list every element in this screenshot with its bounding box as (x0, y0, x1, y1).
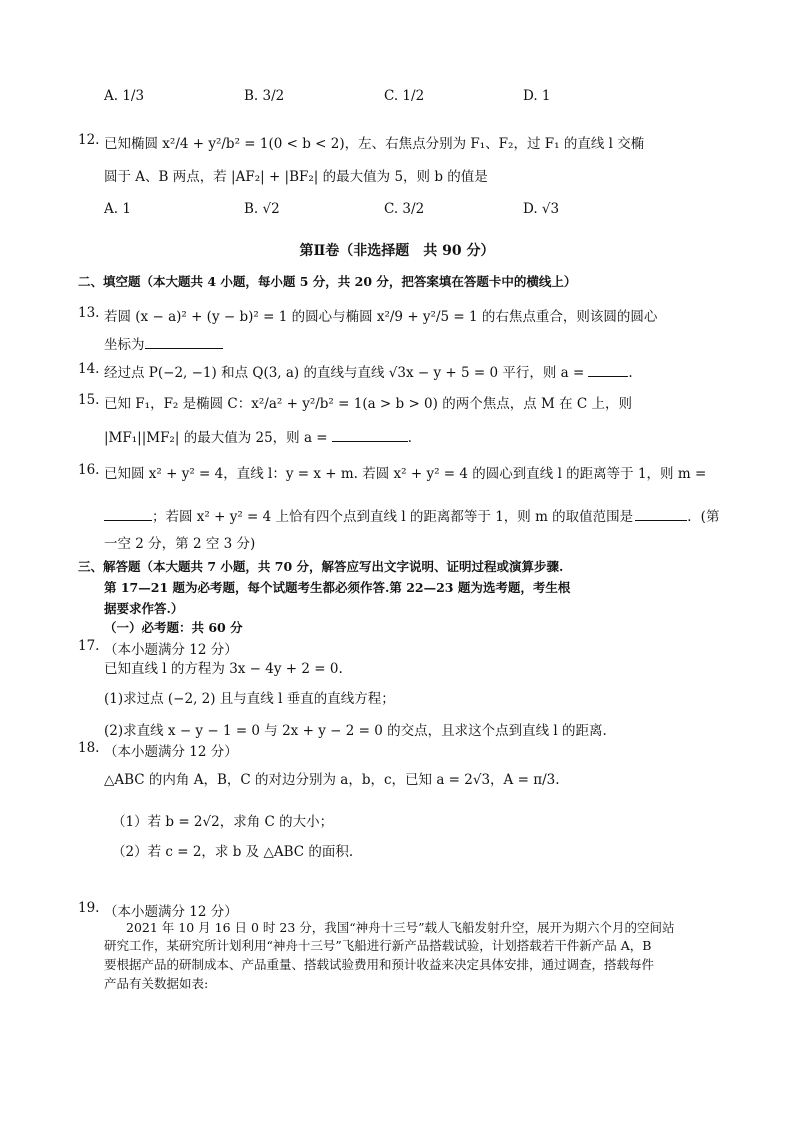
q18-stem: △ABC 的内角 A，B，C 的对边分别为 a，b，c，已知 a = 2√3，A = π/3. (104, 772, 560, 788)
q17-number: 17. (78, 638, 100, 654)
q11-option-c: C. 1/2 (384, 88, 425, 104)
q11-option-b: B. 3/2 (244, 88, 285, 104)
q19-line3: 要根据产品的研制成本、产品重量、搭载试验费用和预计收益来决定具体安排，通过调查，搭载每件 (104, 957, 655, 972)
q16-answer-blank-1[interactable] (104, 508, 152, 521)
q15-number: 15. (78, 392, 100, 408)
q12-line1: 已知椭圆 x²/4 + y²/b² = 1(0 < b < 2)，左、右焦点分别为 F₁、F₂，过 F₁ 的直线 l 交椭 (104, 136, 645, 152)
section3-subheading: （一）必考题：共 60 分 (104, 620, 243, 635)
q16-number: 16. (78, 462, 100, 478)
q16-line2-text: ；若圆 x² + y² = 4 上恰有四个点到直线 l 的距离都等于 1，则 m 的取值范围是 (152, 509, 634, 525)
q13-line2 (104, 333, 223, 353)
q19-line2: 研究工作，某研究所计划利用“神舟十三号”飞船进行新产品搭载试验，计划搭载若干件新产品 A，B (104, 938, 652, 953)
part2-title: 第Ⅱ卷（非选择题 共 90 分） (299, 243, 495, 259)
q11-option-d: D. 1 (523, 88, 551, 104)
section3-heading-line2: 第 17—21 题为必考题，每个试题考生都必须作答.第 22—23 题为选考题，考生根 (104, 580, 571, 595)
q15-line2: |MF₁||MF₂| 的最大值为 25，则 a = . (104, 430, 412, 446)
q14-number: 14. (78, 361, 100, 377)
q17-part1: (1)求过点 (−2, 2) 且与直线 l 垂直的直线方程； (104, 691, 395, 707)
q16-line2-end: ．(第 (687, 509, 720, 525)
q14-text: 经过点 P(−2, −1) 和点 Q(3, a) 的直线与直线 √3x − y + 5 = 0 平行，则 a = (104, 365, 585, 381)
q14-answer-blank[interactable] (588, 364, 628, 377)
q19-line1: 2021 年 10 月 16 日 0 时 23 分，我国“神舟十三号”载人飞船发射升空，展开为期六个月的空间站 (126, 920, 675, 935)
q15-answer-blank[interactable] (332, 429, 408, 442)
q18-part1: （1）若 b = 2√2，求角 C 的大小； (112, 814, 334, 830)
q11-option-a: A. 1/3 (104, 88, 145, 104)
q19-line4: 产品有关数据如表: (104, 976, 209, 991)
q12-option-a: A. 1 (104, 201, 131, 217)
q12-option-d: D. √3 (523, 201, 560, 217)
section3-heading-line3: 据要求作答.） (104, 601, 184, 616)
q13-line1: 若圆 (x − a)² + (y − b)² = 1 的圆心与椭圆 x²/9 + y²/5 = 1 的右焦点重合，则该圆的圆心 (104, 309, 658, 325)
q18-part2: （2）若 c = 2，求 b 及 △ABC 的面积. (112, 844, 354, 860)
q18-number: 18. (78, 740, 100, 756)
q15-line2-text: |MF₁||MF₂| 的最大值为 25，则 a = (104, 430, 328, 446)
section2-heading: 二、填空题（本大题共 4 小题，每小题 5 分，共 20 分，把答案填在答题卡中的横线上） (78, 274, 577, 289)
q13-number: 13. (78, 305, 100, 321)
q13-answer-blank[interactable] (145, 336, 223, 349)
q16-line3: 一空 2 分，第 2 空 3 分) (104, 536, 256, 552)
q12-line2: 圆于 A、B 两点，若 |AF₂| + |BF₂| 的最大值为 5，则 b 的值是 (104, 169, 488, 185)
q17-score: （本小题满分 12 分） (104, 642, 238, 658)
q18-score: （本小题满分 12 分） (104, 744, 238, 760)
q17-stem: 已知直线 l 的方程为 3x − 4y + 2 = 0. (104, 661, 343, 677)
q17-part2: (2)求直线 x − y − 1 = 0 与 2x + y − 2 = 0 的交点，且求这个点到直线 l 的距离. (104, 723, 607, 739)
q13-line2-text: 坐标为 (104, 337, 145, 353)
q12-option-c: C. 3/2 (384, 201, 425, 217)
q16-answer-blank-2[interactable] (635, 508, 687, 521)
q19-number: 19. (78, 900, 100, 916)
q12-option-b: B. √2 (244, 201, 280, 217)
q16-line1: 已知圆 x² + y² = 4，直线 l：y = x + m. 若圆 x² + y² = 4 的圆心到直线 l 的距离等于 1，则 m = (104, 466, 707, 482)
q19-score: （本小题满分 12 分） (104, 904, 238, 920)
q16-line2 (104, 505, 719, 525)
q14-line1: 经过点 P(−2, −1) 和点 Q(3, a) 的直线与直线 √3x − y + 5 = 0 平行，则 a = . (104, 365, 633, 381)
section3-heading-line1: 三、解答题（本大题共 7 小题，共 70 分，解答应写出文字说明、证明过程或演算步骤. (78, 559, 564, 574)
q15-line1: 已知 F₁，F₂ 是椭圆 C：x²/a² + y²/b² = 1(a > b > 0) 的两个焦点，点 M 在 C 上，则 (104, 396, 633, 412)
q12-number: 12. (78, 132, 100, 148)
